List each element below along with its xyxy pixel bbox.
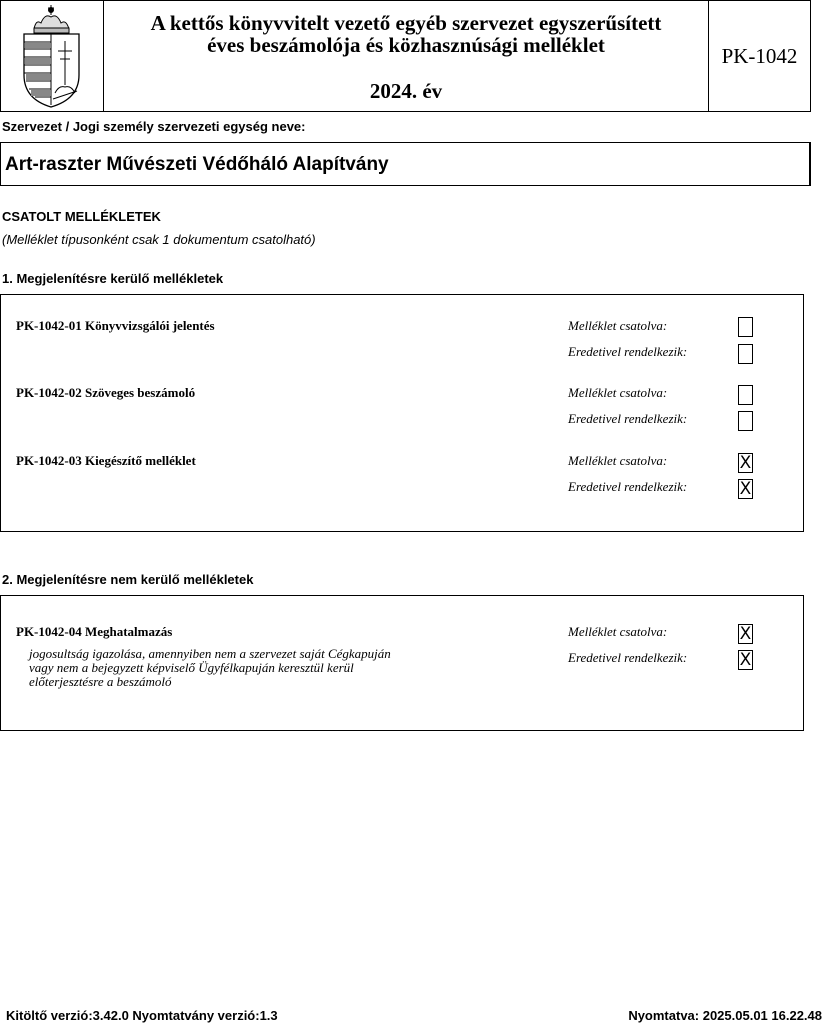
- label-original: Eredetivel rendelkezik:: [568, 479, 688, 494]
- checkbox-attached-pk-1042-04[interactable]: X: [739, 624, 752, 644]
- coat-of-arms-logo: [1, 1, 103, 111]
- label-attached: Melléklet csatolva:: [568, 318, 668, 333]
- item-note-line-3: előterjesztésre a beszámoló: [29, 674, 172, 689]
- item-note-line-2: vagy nem a bejegyzett képviselő Ügyfélkapuján keresztül kerül: [29, 660, 354, 675]
- label-original: Eredetivel rendelkezik:: [568, 344, 688, 359]
- footer-version: Kitöltő verzió:3.42.0 Nyomtatvány verzió:1.3: [6, 1008, 278, 1023]
- title-line-2: éves beszámolója és közhasznúsági melléklet: [207, 33, 605, 57]
- organization-name: Art-raszter Művészeti Védőháló Alapítvány: [5, 154, 389, 175]
- title-line-1: A kettős könyvvitelt vezető egyéb szervezet egyszerűsített: [150, 11, 662, 35]
- label-original: Eredetivel rendelkezik:: [568, 411, 688, 426]
- label-attached: Melléklet csatolva:: [568, 624, 668, 639]
- checkbox-original-pk-1042-03[interactable]: X: [739, 479, 752, 499]
- form-code: PK-1042: [721, 43, 798, 68]
- checkbox-original-pk-1042-04[interactable]: X: [739, 650, 752, 670]
- attachments-heading: CSATOLT MELLÉKLETEK: [2, 209, 161, 224]
- item-title-pk-1042-02: PK-1042-02 Szöveges beszámoló: [16, 385, 196, 400]
- checkbox-attached-pk-1042-01[interactable]: [738, 317, 753, 337]
- label-original: Eredetivel rendelkezik:: [568, 650, 688, 665]
- item-title-pk-1042-03: PK-1042-03 Kiegészítő melléklet: [16, 453, 196, 468]
- logo-cell: [1, 1, 104, 111]
- checkbox-attached-pk-1042-03[interactable]: X: [739, 453, 752, 473]
- section2-box: [0, 595, 804, 731]
- footer-printed: Nyomtatva: 2025.05.01 16.22.48: [628, 1008, 822, 1023]
- checkbox-attached-pk-1042-02[interactable]: [738, 385, 753, 405]
- organization-name-box[interactable]: [0, 142, 811, 186]
- form-title: [104, 1, 709, 111]
- section1-box: [0, 294, 804, 532]
- label-attached: Melléklet csatolva:: [568, 453, 668, 468]
- item-note-line-1: jogosultság igazolása, amennyiben nem a szervezet saját Cégkapuján: [29, 646, 391, 661]
- attachments-subheading: (Melléklet típusonként csak 1 dokumentum csatolható): [2, 232, 316, 247]
- section1-title: 1. Megjelenítésre kerülő mellékletek: [2, 271, 224, 286]
- section2-title: 2. Megjelenítésre nem kerülő mellékletek: [2, 572, 254, 587]
- form-header: [0, 0, 811, 112]
- item-title-pk-1042-01: PK-1042-01 Könyvvizsgálói jelentés: [16, 318, 215, 333]
- organization-label: Szervezet / Jogi személy szervezeti egység neve:: [2, 119, 306, 134]
- checkbox-original-pk-1042-01[interactable]: [738, 344, 753, 364]
- checkbox-original-pk-1042-02[interactable]: [738, 411, 753, 431]
- item-title-pk-1042-04: PK-1042-04 Meghatalmazás: [16, 624, 173, 639]
- label-attached: Melléklet csatolva:: [568, 385, 668, 400]
- report-year: 2024. év: [369, 79, 443, 103]
